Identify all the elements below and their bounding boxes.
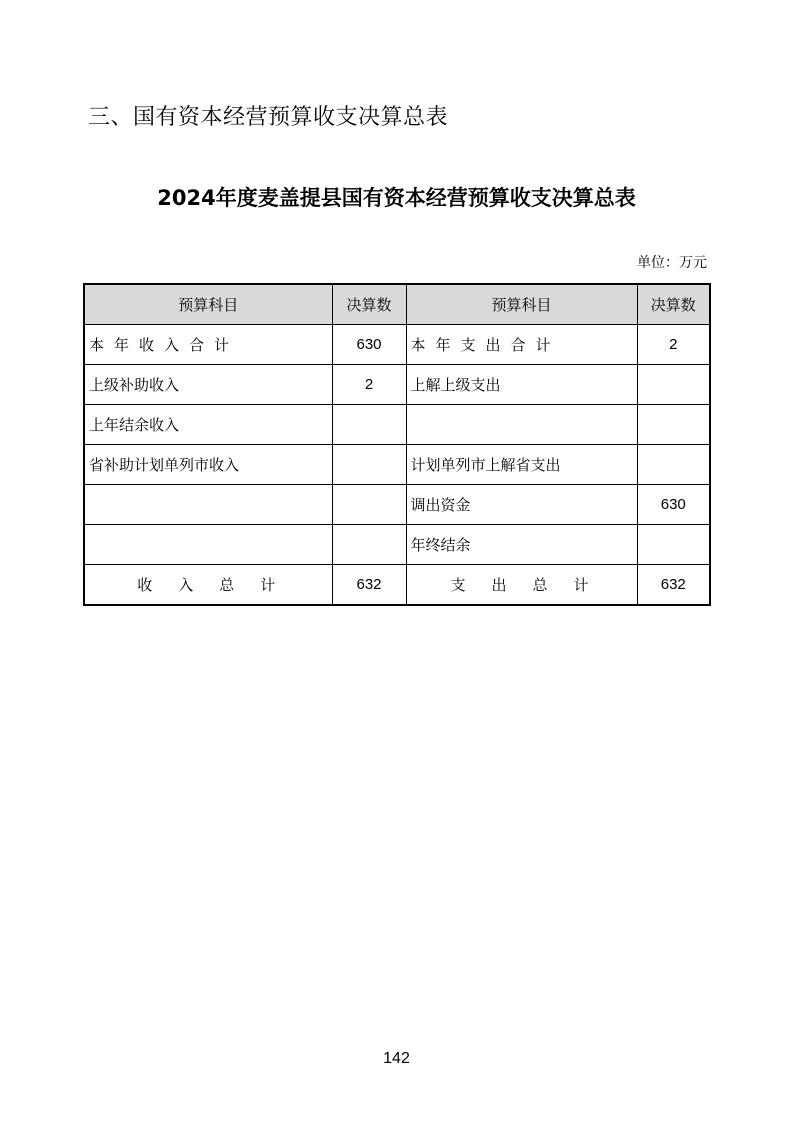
table-row	[84, 445, 710, 485]
budget-summary-table	[83, 283, 711, 606]
income-subject: 省补助计划单列市收入	[84, 445, 332, 485]
table-row	[84, 405, 710, 445]
expense-subject: 上解上级支出	[406, 365, 637, 405]
income-subject: 本年收入合计	[84, 325, 332, 365]
table-header-row	[84, 284, 710, 325]
income-total-label: 收入总计	[84, 565, 332, 606]
expense-amount	[637, 445, 710, 485]
header-income-subject: 预算科目	[84, 284, 332, 325]
income-total-amount: 632	[332, 565, 406, 606]
income-amount	[332, 485, 406, 525]
income-amount	[332, 445, 406, 485]
table-row	[84, 525, 710, 565]
income-amount: 630	[332, 325, 406, 365]
expense-subject	[406, 405, 637, 445]
document-title: 2024年度麦盖提县国有资本经营预算收支决算总表	[157, 186, 636, 210]
section-heading: 三、国有资本经营预算收支决算总表	[88, 105, 449, 130]
header-expense-subject: 预算科目	[406, 284, 637, 325]
header-expense-amount: 决算数	[637, 284, 710, 325]
expense-total-label: 支出总计	[406, 565, 637, 606]
income-subject	[84, 525, 332, 565]
table-row	[84, 485, 710, 525]
expense-subject: 年终结余	[406, 525, 637, 565]
income-amount	[332, 525, 406, 565]
expense-amount: 630	[637, 485, 710, 525]
income-subject: 上级补助收入	[84, 365, 332, 405]
unit-label: 单位：万元	[637, 255, 707, 271]
expense-subject: 计划单列市上解省支出	[406, 445, 637, 485]
income-subject: 上年结余收入	[84, 405, 332, 445]
expense-amount: 2	[637, 325, 710, 365]
expense-subject: 本年支出合计	[406, 325, 637, 365]
expense-subject: 调出资金	[406, 485, 637, 525]
income-amount	[332, 405, 406, 445]
header-income-amount: 决算数	[332, 284, 406, 325]
expense-amount	[637, 525, 710, 565]
expense-amount	[637, 405, 710, 445]
table-row	[84, 325, 710, 365]
income-subject	[84, 485, 332, 525]
expense-total-amount: 632	[637, 565, 710, 606]
expense-amount	[637, 365, 710, 405]
page-number: 142	[383, 1050, 410, 1067]
table-totals-row	[84, 565, 710, 606]
table-row	[84, 365, 710, 405]
income-amount: 2	[332, 365, 406, 405]
